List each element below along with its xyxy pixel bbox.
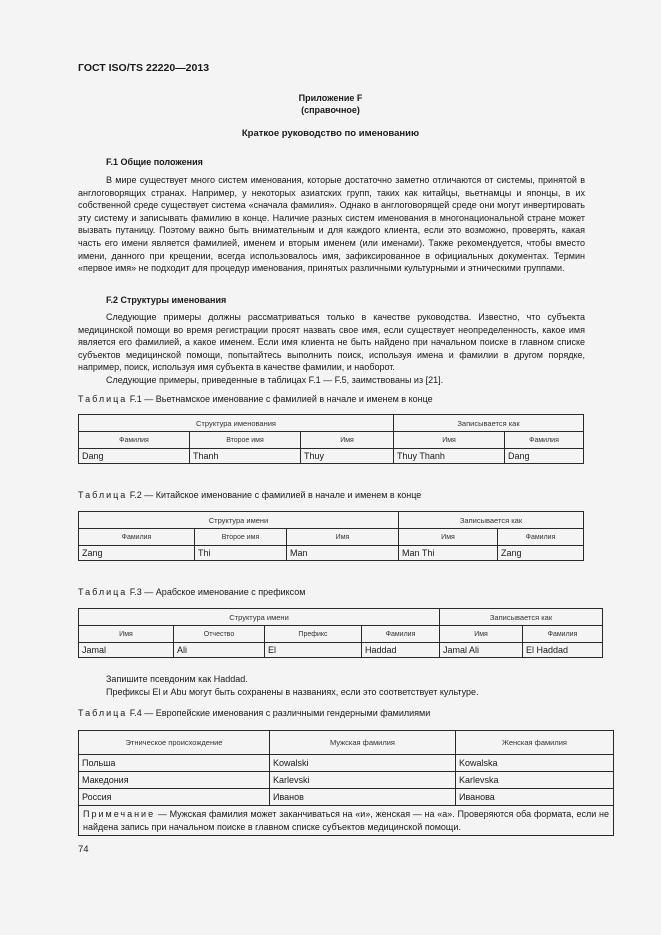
paragraph: Следующие примеры должны рассматриваться только в качестве руководства. Известно, что субъекта медицинской помощи во время регистрации просят назвать свое имя, если существует неопределенность, какое имя является его фамилией, а какое именем. Если имя клиента не быть найдено при начальном поиске в главном списке субъектов медицинской помощи, попытайтесь выполнить поиск, используя имена и фамилии в другом порядке, например, поиск, используя имя субъекта в качестве фамилии, и наоборот. [78,312,585,373]
table-cell: Thuy Thanh [394,449,505,464]
table-cell: Иванов [270,789,456,806]
column-header: Мужская фамилия [270,731,456,755]
table-row [79,449,584,464]
group-header: Записывается как [394,415,584,432]
column-header: Имя [394,432,505,449]
table-cell: Zang [498,546,584,561]
table-cell: Ali [174,643,265,658]
section-f1-text [78,174,585,275]
column-header: Фамилия [505,432,584,449]
table-cell: Jamal [79,643,174,658]
caption-text: F.4 — Европейские именования с различными гендерными фамилиями [127,708,431,718]
caption-text: F.2 — Китайское именование с фамилией в начале и именем в конце [127,490,422,500]
table-f1-caption [78,394,433,404]
annex-heading: Краткое руководство по именованию [241,128,420,139]
table-cell: Россия [79,789,270,806]
caption-text: F.1 — Вьетнамское именование с фамилией в начале и именем в конце [127,394,433,404]
column-header: Имя [399,529,498,546]
column-header: Фамилия [362,626,440,643]
column-header: Имя [287,529,399,546]
column-header: Этническое происхождение [79,731,270,755]
table-cell: Польша [79,755,270,772]
prefix-note: Префиксы El и Abu могут быть сохранены в названиях, если это соответствует культуре. [106,687,479,697]
annex-title: Приложение F [298,93,363,103]
group-header: Структура имени [79,512,399,529]
table-cell: Haddad [362,643,440,658]
caption-word: Таблица [78,490,128,500]
table-row [79,755,614,772]
caption-word: Таблица [78,394,128,404]
column-header: Женская фамилия [456,731,614,755]
table-row [79,643,603,658]
section-f2-text [78,311,585,387]
table-cell: Karlevski [270,772,456,789]
table-cell: Jamal Ali [440,643,523,658]
table-cell: Kowalski [270,755,456,772]
section-f1-title: F.1 Общие положения [106,157,203,167]
column-header: Второе имя [195,529,287,546]
note-word: Примечание [83,809,156,819]
table-f2 [78,511,584,561]
column-header: Отчество [174,626,265,643]
section-f2-title: F.2 Структуры именования [106,295,227,305]
column-header: Второе имя [190,432,301,449]
table-cell: Man Thi [399,546,498,561]
table-cell: Thi [195,546,287,561]
table-f3 [78,608,603,658]
caption-text: F.3 — Арабское именование с префиксом [127,587,306,597]
group-header: Записывается как [440,609,603,626]
group-header: Структура имени [79,609,440,626]
annex-subtitle: (справочное) [301,105,360,115]
table-cell: Dang [79,449,190,464]
column-header: Имя [440,626,523,643]
table-f1 [78,414,584,464]
table-f2-caption [78,490,421,500]
group-header: Структура именования [79,415,394,432]
table-cell: Македония [79,772,270,789]
table-cell: El [265,643,362,658]
paragraph: Следующие примеры, приведенные в таблицах F.1 — F.5, заимствованы из [21]. [106,374,444,385]
table-cell: Dang [505,449,584,464]
paragraph: В мире существует много систем именования, которые достаточно заметно отличаются от системы, принятой в англоговорящих странах. Например, у некоторых азиатских групп, таких как китайцы, вьетнамцы и японцы, в их собственной среде существует система «сначала фамилия». Однако в англоговорящей среде они могут инвертировать эту систему и записывать фамилию в конце. Наличие разных систем именования в многонациональной стране может вызвать путаницу. Поэтому важно быть внимательным и для каждого клиента, если это возможно, проверять, какая часть его имени является фамилией, именем и вторым именем (или именами). Также рекомендуется, чтобы вместо имени, данного при крещении, всегда использовалось имя, зафиксированное в официальных документах. Термин «первое имя» не подходит для процедур именования, принятых различными культурными и этническими группами. [78,175,585,274]
table-f3-caption [78,587,305,597]
table-cell: Thuy [301,449,394,464]
table-cell: Karlevska [456,772,614,789]
table-f4 [78,730,614,836]
column-header: Фамилия [79,529,195,546]
table-row [79,772,614,789]
pseudonym-note: Запишите псевдоним как Haddad. [106,674,248,684]
standard-header: ГОСТ ISO/TS 22220—2013 [78,62,210,74]
caption-word: Таблица [78,587,128,597]
table-f4-caption [78,708,430,718]
table-cell: Zang [79,546,195,561]
column-header: Имя [79,626,174,643]
table-cell: Thanh [190,449,301,464]
table-note [79,806,614,836]
group-header: Записывается как [399,512,584,529]
column-header: Фамилия [523,626,603,643]
column-header: Имя [301,432,394,449]
column-header: Префикс [265,626,362,643]
table-cell: El Haddad [523,643,603,658]
caption-word: Таблица [78,708,128,718]
table-cell: Kowalska [456,755,614,772]
table-row [79,789,614,806]
table-row [79,546,584,561]
column-header: Фамилия [79,432,190,449]
column-header: Фамилия [498,529,584,546]
note-text: — Мужская фамилия может заканчиваться на «и», женская — на «а». Проверяются оба формата, если не найдена запись при начальном поиске в главном списке субъектов медицинской помощи. [83,809,609,832]
table-cell: Man [287,546,399,561]
table-cell: Иванова [456,789,614,806]
page-number: 74 [78,844,89,855]
